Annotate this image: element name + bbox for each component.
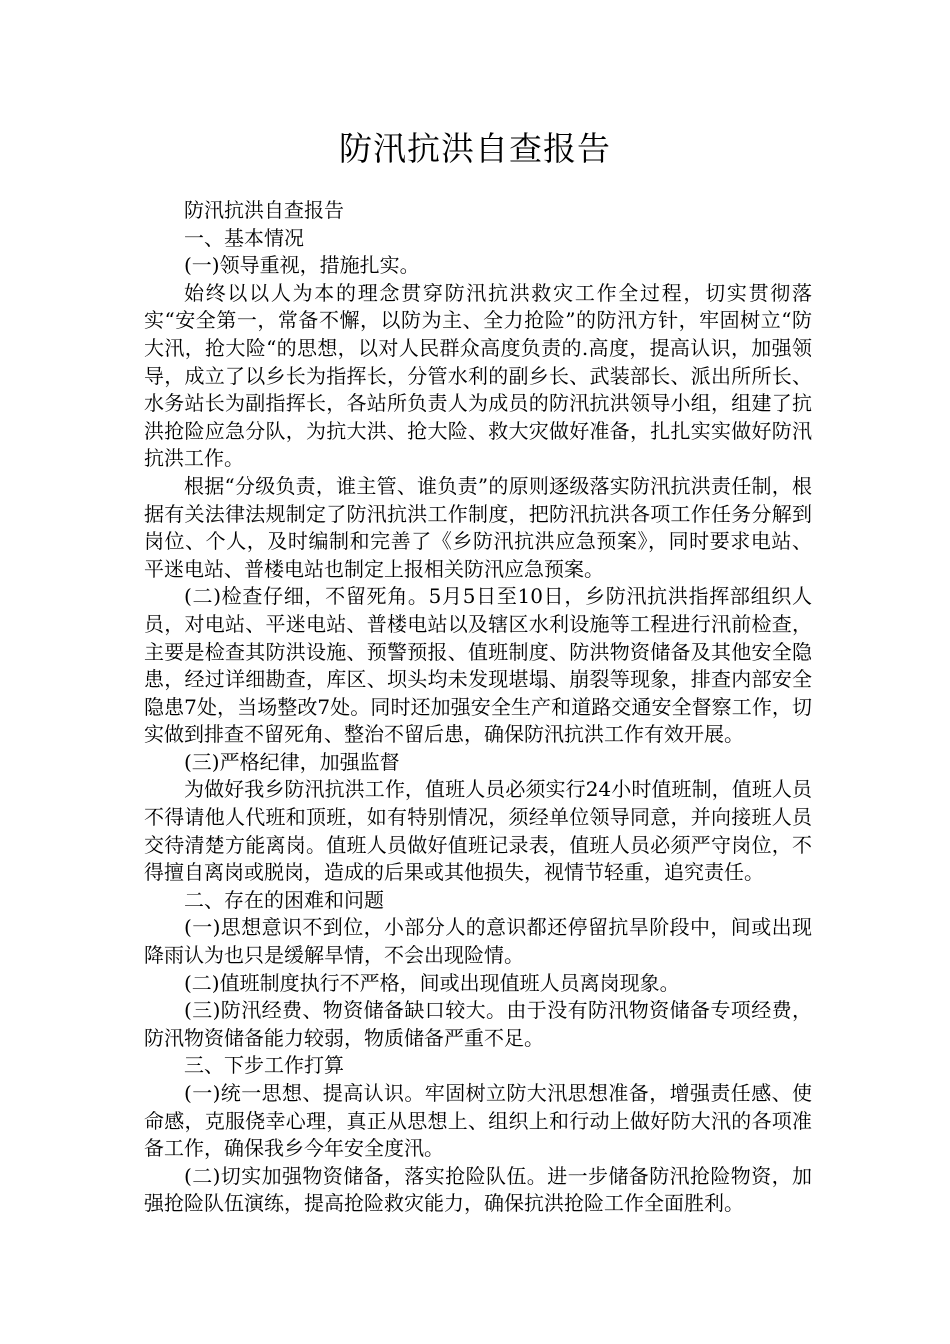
paragraph: 为做好我乡防汛抗洪工作，值班人员必须实行24小时值班制，值班人员不得请他人代班和顶班，如有特别情况，须经单位领导同意，并向接班人员交待清楚方能离岗。值班人员做好值班记录表，值班人员必须严守岗位，不得擅自离岗或脱岗，造成的后果或其他损失，视情节轻重，追究责任。 <box>144 777 812 885</box>
paragraph: 根据“分级负责，谁主管、谁负责”的原则逐级落实防汛抗洪责任制，根据有关法律法规制定了防汛抗洪工作制度，把防汛抗洪各项工作任务分解到岗位、个人，及时编制和完善了《乡防汛抗洪应急预案》，同时要求电站、平迷电站、普楼电站也制定上报相关防汛应急预案。 <box>144 473 812 581</box>
paragraph: (一)思想意识不到位，小部分人的意识都还停留抗旱阶段中，间或出现降雨认为也只是缓解旱情，不会出现险情。 <box>144 915 812 968</box>
subheading-leadership: (一)领导重视，措施扎实。 <box>184 253 420 278</box>
document-body <box>144 197 812 1218</box>
paragraph: (二)检查仔细，不留死角。5月5日至10日，乡防汛抗洪指挥部组织人员，对电站、平迷电站、普楼电站以及辖区水利设施等工程进行汛前检查，主要是检查其防洪设施、预警预报、值班制度、防洪物资储备及其他安全隐患，经过详细勘查，库区、坝头均未发现堪塌、崩裂等现象，排查内部安全隐患7处，当场整改7处。同时还加强安全生产和道路交通安全督察工作，切实做到排查不留死角、整治不留后患，确保防汛抗洪工作有效开展。 <box>144 584 812 747</box>
section-heading-problems: 二、存在的困难和问题 <box>184 887 384 912</box>
section-heading-next-steps: 三、下步工作打算 <box>184 1053 344 1078</box>
section-heading-basic-situation: 一、基本情况 <box>184 225 304 250</box>
paragraph: (二)值班制度执行不严格，间或出现值班人员离岗现象。 <box>184 970 680 995</box>
paragraph: (二)切实加强物资储备，落实抢险队伍。进一步储备防汛抢险物资，加强抢险队伍演练，提高抢险救灾能力，确保抗洪抢险工作全面胜利。 <box>144 1163 812 1216</box>
paragraph: (一)统一思想、提高认识。牢固树立防大汛思想准备，增强责任感、使命感，克服侥幸心理，真正从思想上、组织上和行动上做好防大汛的各项准备工作，确保我乡今年安全度汛。 <box>144 1081 812 1161</box>
paragraph-subtitle: 防汛抗洪自查报告 <box>184 198 344 222</box>
paragraph: 始终以以人为本的理念贯穿防汛抗洪救灾工作全过程，切实贯彻落实“安全第一，常备不懈，以防为主、全力抢险”的防汛方针，牢固树立“防大汛，抢大险“的思想，以对人民群众高度负责的.高度，提高认识，加强领导，成立了以乡长为指挥长，分管水利的副乡长、武装部长、派出所所长、水务站长为副指挥长，各站所负责人为成员的防汛抗洪领导小组，组建了抗洪抢险应急分队，为抗大洪、抢大险、救大灾做好准备，扎扎实实做好防汛抗洪工作。 <box>144 280 812 471</box>
paragraph: (三)防汛经费、物资储备缺口较大。由于没有防汛物资储备专项经费，防汛物资储备能力较弱，物质储备严重不足。 <box>144 998 812 1050</box>
subheading-discipline: (三)严格纪律，加强监督 <box>184 749 400 774</box>
document-title: 防汛抗洪自查报告 <box>339 129 611 168</box>
